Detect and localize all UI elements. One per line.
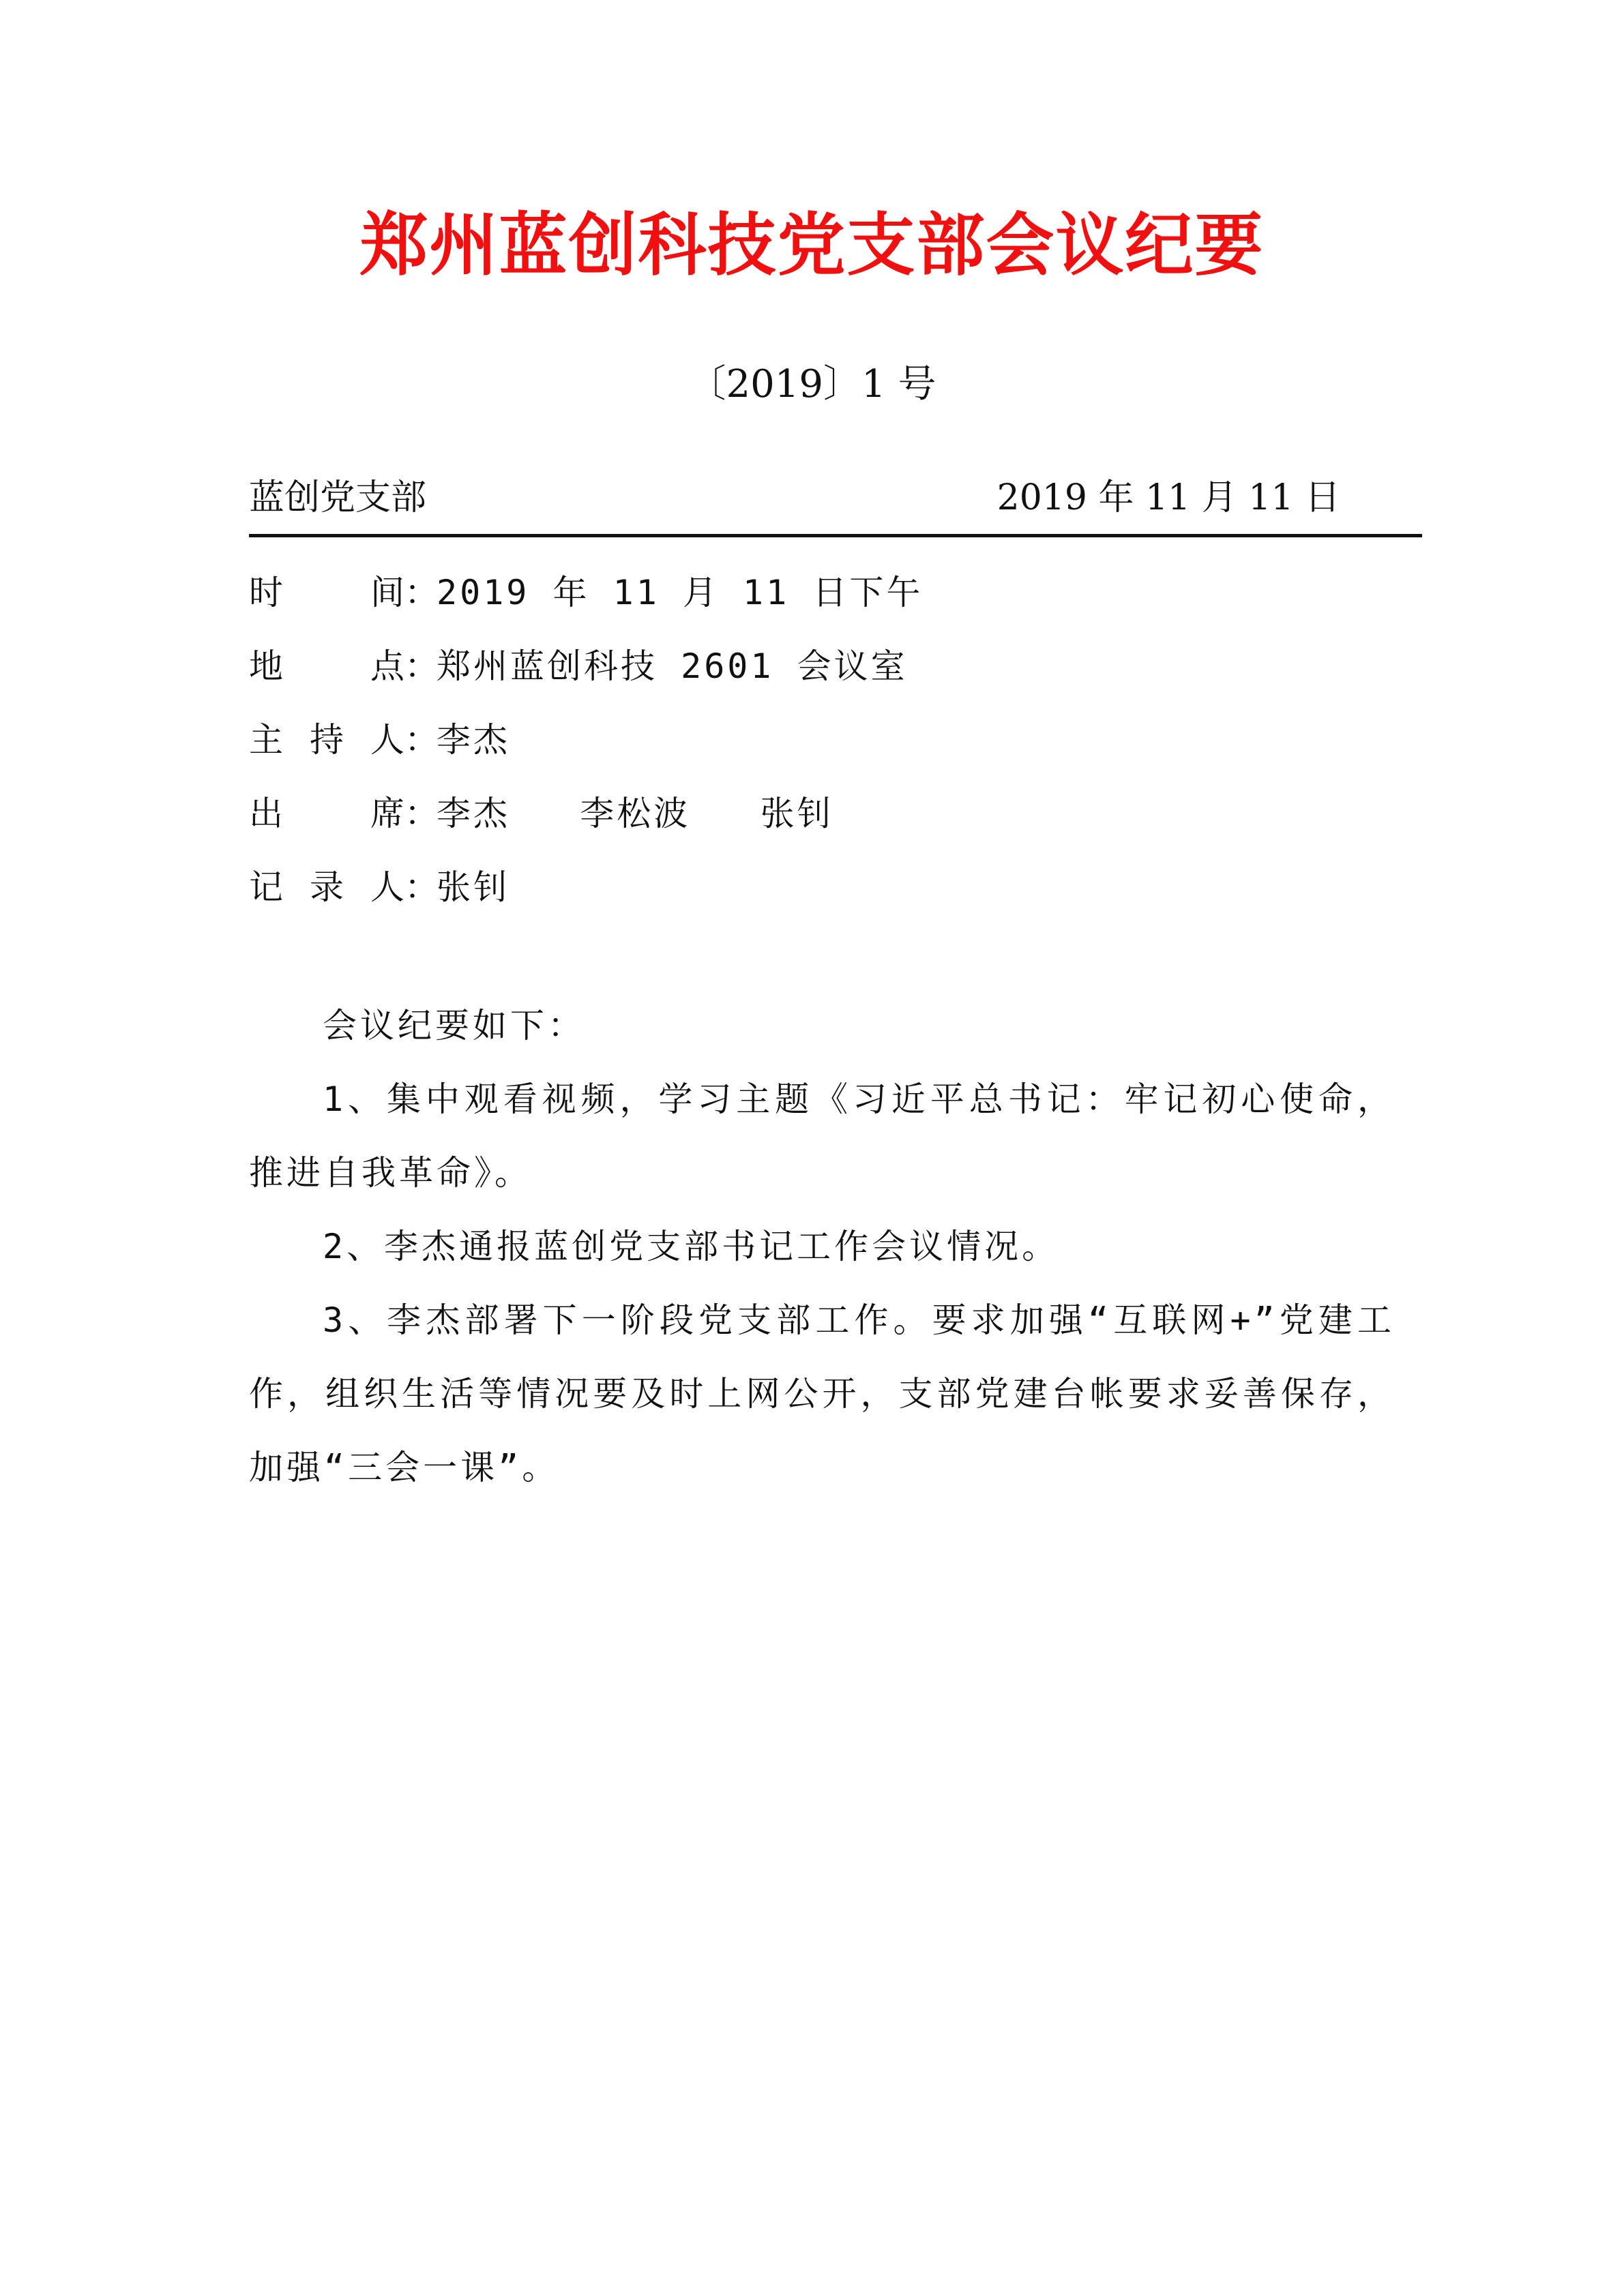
- label-colon: ：: [404, 573, 439, 612]
- label-colon: ：: [404, 720, 439, 760]
- meeting-info: [249, 556, 923, 924]
- info-label: [249, 703, 437, 777]
- info-row-host: [249, 703, 923, 777]
- document-title: 郑州蓝创科技党支部会议纪要: [359, 205, 1265, 285]
- issuer: 蓝创党支部: [249, 477, 427, 518]
- info-label: [249, 850, 437, 924]
- label-char: 记: [249, 867, 283, 907]
- info-label: [249, 629, 437, 703]
- minutes-item-3: 3、李杰部署下一阶段党支部工作。要求加强“互联网+”党建工作，组织生活等情况要及时上网公开，支部党建台帐要求妥善保存，加强“三会一课”。: [249, 1300, 1395, 1487]
- label-char: 时: [249, 573, 283, 612]
- label-char: 出: [249, 794, 283, 833]
- info-label: [249, 556, 437, 629]
- label-char: 席: [370, 794, 404, 833]
- label-char: 录: [310, 867, 344, 907]
- label-char: 人: [370, 720, 404, 760]
- minutes-item-1: 1、集中观看视频，学习主题《习近平总书记：牢记初心使命，推进自我革命》。: [249, 1079, 1395, 1193]
- label-char: 主: [249, 720, 283, 760]
- minutes-intro: 会议纪要如下：: [323, 1006, 585, 1045]
- header-rule: [249, 534, 1422, 537]
- info-value-location: 郑州蓝创科技 2601 会议室: [437, 646, 908, 686]
- label-char: 人: [370, 867, 404, 907]
- label-colon: ：: [404, 646, 439, 686]
- issuer-date-row: [249, 471, 1381, 525]
- minutes-body: [249, 989, 1395, 1504]
- info-value-recorder: 张钊: [437, 867, 510, 907]
- label-colon: ：: [404, 794, 439, 833]
- label-char: 持: [310, 720, 344, 760]
- info-value-attendees: 李杰 李松波 张钊: [437, 794, 834, 833]
- info-value-time: 2019 年 11 月 11 日下午: [437, 573, 924, 612]
- minutes-item-2: 2、李杰通报蓝创党支部书记工作会议情况。: [323, 1227, 1060, 1266]
- info-row-location: [249, 629, 923, 703]
- info-row-time: [249, 556, 923, 629]
- info-value-host: 李杰: [437, 720, 510, 760]
- info-row-recorder: [249, 850, 923, 924]
- document-number: 〔2019〕1 号: [688, 362, 936, 406]
- info-row-attendees: [249, 777, 923, 850]
- label-char: 地: [249, 646, 283, 686]
- label-char: 点: [370, 646, 404, 686]
- info-label: [249, 777, 437, 850]
- label-colon: ：: [404, 867, 439, 907]
- issue-date: 2019 年 11 月 11 日: [996, 477, 1340, 518]
- label-char: 间: [370, 573, 404, 612]
